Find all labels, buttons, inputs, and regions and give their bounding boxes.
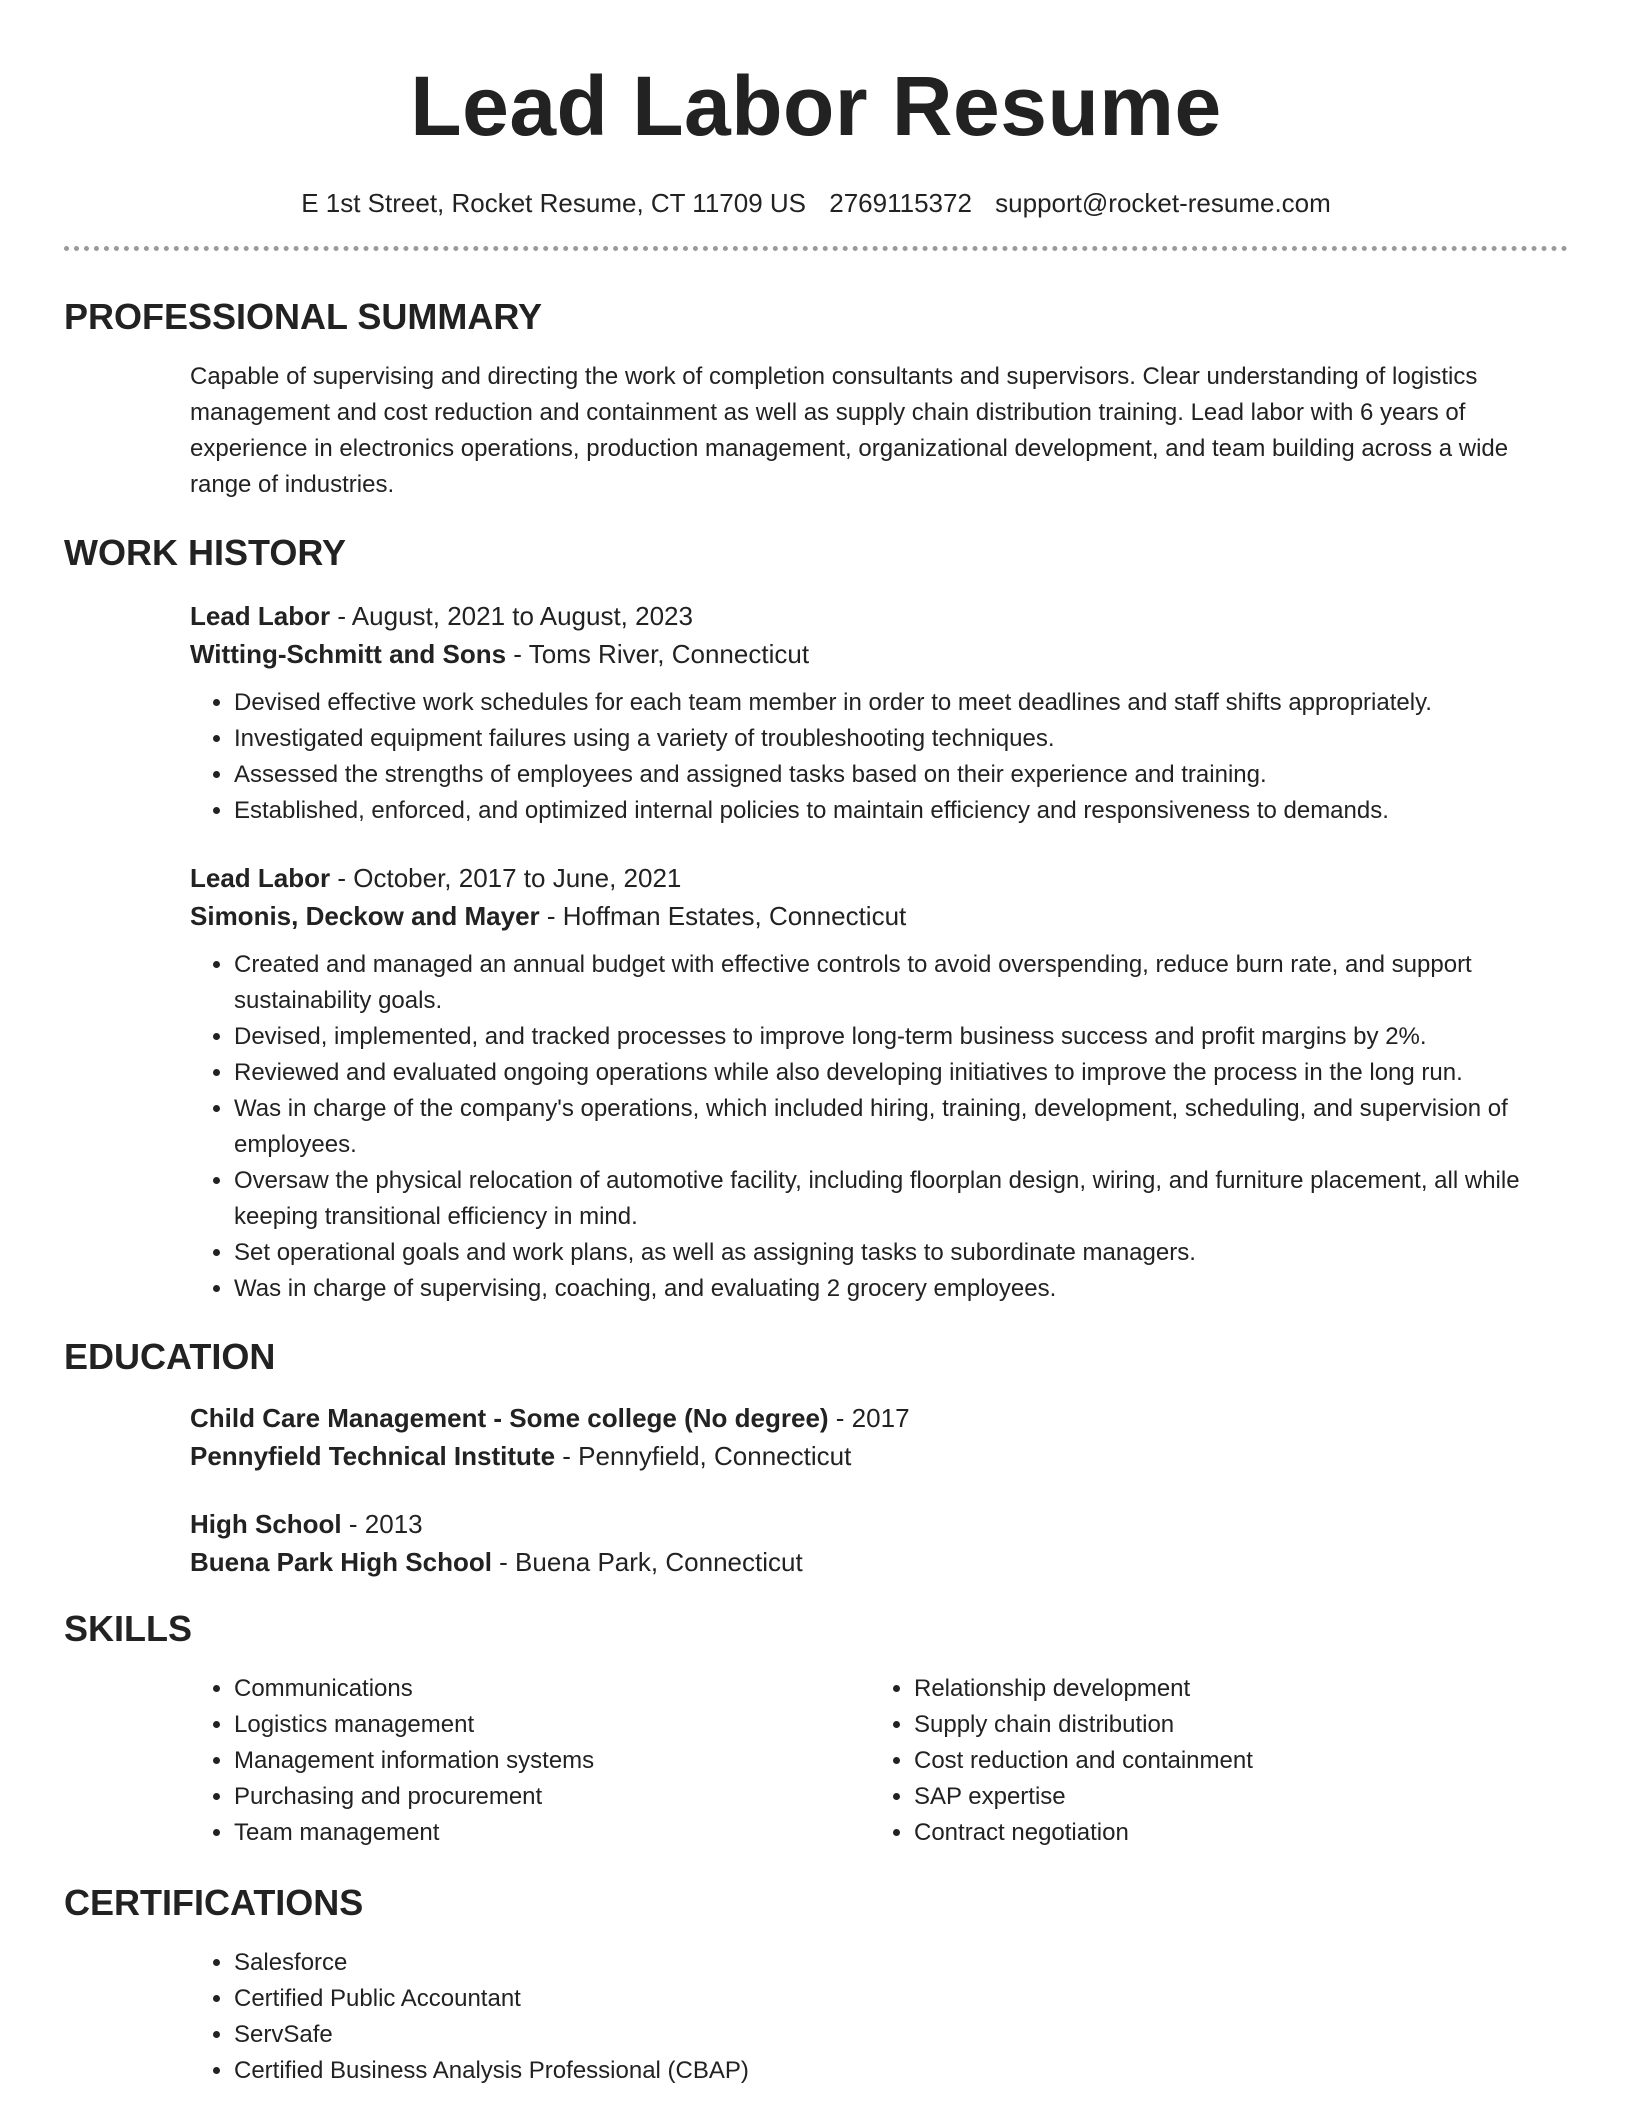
education-year: - 2017: [828, 1403, 910, 1433]
skill-item: • Cost reduction and containment: [914, 1743, 1550, 1779]
skill-item: • Management information systems: [234, 1743, 870, 1779]
job-dates: - October, 2017 to June, 2021: [330, 863, 682, 893]
header-divider: [64, 246, 1568, 251]
contact-address: E 1st Street, Rocket Resume, CT 11709 US: [301, 188, 807, 218]
skill-item: • Logistics management: [234, 1707, 870, 1743]
education-school-line: [190, 1437, 1568, 1475]
summary-heading: PROFESSIONAL SUMMARY: [64, 296, 543, 337]
certifications-block: [190, 1945, 1568, 2089]
job-bullet: • Investigated equipment failures using a variety of troubleshooting techniques.: [234, 721, 1570, 757]
job-bullet: • Devised, implemented, and tracked processes to improve long-term business success and profit margins by 2%.: [234, 1019, 1570, 1055]
job-title-line: [190, 859, 1568, 897]
job-bullets: [190, 685, 1570, 829]
skills-grid: [190, 1671, 1568, 1851]
resume-page: [64, 0, 1568, 2089]
education-location: - Pennyfield, Connecticut: [555, 1441, 852, 1471]
work-history-heading: WORK HISTORY: [64, 532, 347, 573]
job-bullet: • Was in charge of the company's operations, which included hiring, training, development, scheduling, and supervision of employees.: [234, 1091, 1570, 1163]
job-dates: - August, 2021 to August, 2023: [330, 601, 693, 631]
job-location: - Hoffman Estates, Connecticut: [539, 901, 907, 931]
contact-email[interactable]: support@rocket-resume.com: [995, 188, 1331, 218]
skills-column-right: [870, 1671, 1550, 1851]
job-bullet: • Assessed the strengths of employees and assigned tasks based on their experience and training.: [234, 757, 1570, 793]
skills-list: [190, 1671, 870, 1851]
skill-item: • SAP expertise: [914, 1779, 1550, 1815]
resume-title: Lead Labor Resume: [410, 59, 1222, 153]
job-title: Lead Labor: [190, 601, 331, 631]
certification-item: • ServSafe: [234, 2017, 1568, 2053]
education-entry: [190, 1399, 1568, 1475]
education-degree: Child Care Management - Some college (No degree): [190, 1403, 829, 1433]
job-company: Simonis, Deckow and Mayer: [190, 901, 540, 931]
job-bullet: • Devised effective work schedules for each team member in order to meet deadlines and staff shifts appropriately.: [234, 685, 1570, 721]
job-entry: [190, 859, 1568, 1307]
job-location: - Toms River, Connecticut: [506, 639, 810, 669]
job-bullets: [190, 947, 1570, 1307]
job-entry: [190, 597, 1568, 829]
skills-column-left: [190, 1671, 870, 1851]
certification-item: • Certified Public Accountant: [234, 1981, 1568, 2017]
skills-list: [870, 1671, 1550, 1851]
job-bullet: • Was in charge of supervising, coaching, and evaluating 2 grocery employees.: [234, 1271, 1570, 1307]
education-location: - Buena Park, Connecticut: [491, 1547, 803, 1577]
job-company: Witting-Schmitt and Sons: [190, 639, 507, 669]
education-degree: High School: [190, 1509, 342, 1539]
education-school: Buena Park High School: [190, 1547, 492, 1577]
contact-line: [64, 186, 1568, 220]
education-year: - 2013: [341, 1509, 423, 1539]
job-title-line: [190, 597, 1568, 635]
education-school-line: [190, 1543, 1568, 1581]
job-bullet: • Set operational goals and work plans, as well as assigning tasks to subordinate managers.: [234, 1235, 1570, 1271]
skills-heading: SKILLS: [64, 1608, 193, 1649]
job-company-line: [190, 635, 1568, 673]
job-company-line: [190, 897, 1568, 935]
skill-item: • Relationship development: [914, 1671, 1550, 1707]
skill-item: • Team management: [234, 1815, 870, 1851]
education-school: Pennyfield Technical Institute: [190, 1441, 556, 1471]
education-degree-line: [190, 1505, 1568, 1543]
certifications-heading: CERTIFICATIONS: [64, 1882, 364, 1923]
contact-phone: 2769115372: [829, 188, 972, 218]
skill-item: • Supply chain distribution: [914, 1707, 1550, 1743]
certifications-list: [190, 1945, 1568, 2089]
education-entry: [190, 1505, 1568, 1581]
skill-item: • Contract negotiation: [914, 1815, 1550, 1851]
job-bullet: • Created and managed an annual budget with effective controls to avoid overspending, reduce burn rate, and support sustainability goals.: [234, 947, 1570, 1019]
job-bullet: • Reviewed and evaluated ongoing operations while also developing initiatives to improve the process in the long run.: [234, 1055, 1570, 1091]
skill-item: • Communications: [234, 1671, 870, 1707]
certification-item: • Salesforce: [234, 1945, 1568, 1981]
skill-item: • Purchasing and procurement: [234, 1779, 870, 1815]
job-bullet: • Established, enforced, and optimized internal policies to maintain efficiency and responsiveness to demands.: [234, 793, 1570, 829]
education-heading: EDUCATION: [64, 1336, 276, 1377]
certification-item: • Certified Business Analysis Professional (CBAP): [234, 2053, 1568, 2089]
job-title: Lead Labor: [190, 863, 331, 893]
summary-text: Capable of supervising and directing the work of completion consultants and supervisors. Clear understanding of logistics management and cost reduction and containment as well as supply chain distribution training. Lead labor with 6 years of experience in electronics operations, production management, organizational development, and team building across a wide range of industries.: [190, 363, 1509, 498]
education-degree-line: [190, 1399, 1568, 1437]
job-bullet: • Oversaw the physical relocation of automotive facility, including floorplan design, wiring, and furniture placement, all while keeping transitional efficiency in mind.: [234, 1163, 1570, 1235]
